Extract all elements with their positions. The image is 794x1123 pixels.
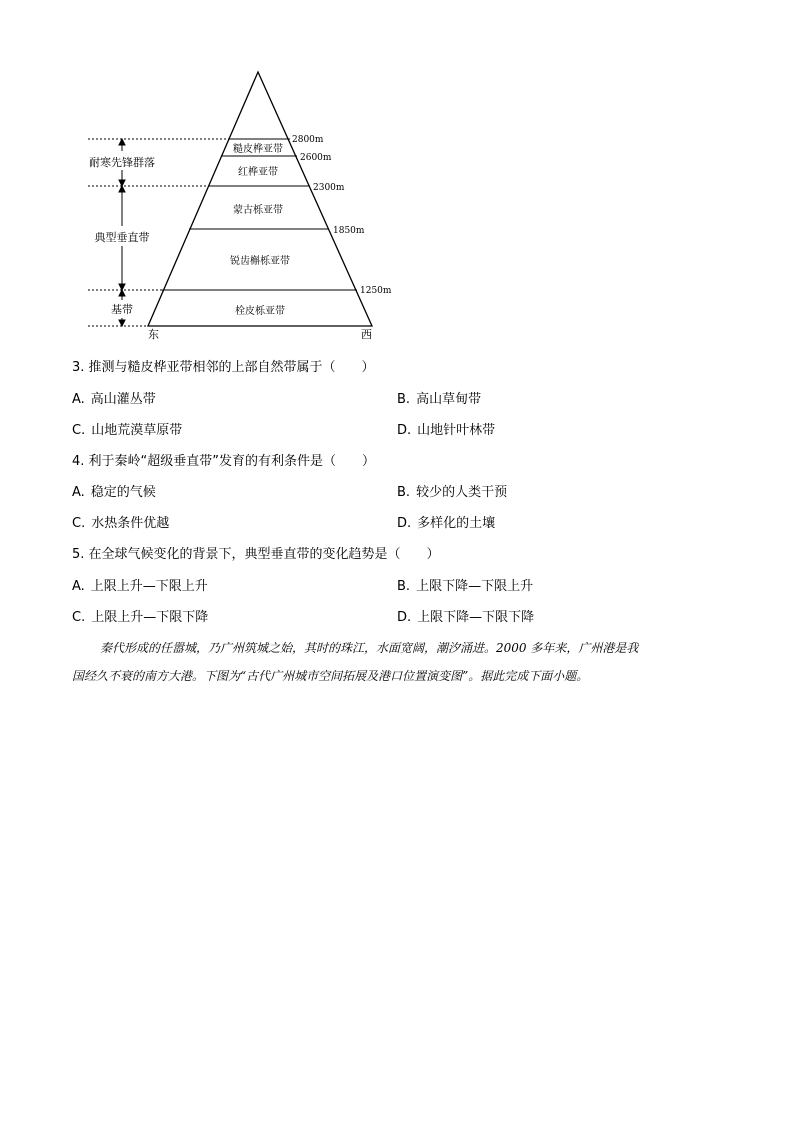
elevation-label: 2600m: [300, 153, 332, 163]
option-text: 上限下降—下限上升: [416, 579, 534, 594]
elevation-label: 1850m: [333, 226, 365, 236]
option-text: 上限下降—下限下降: [417, 610, 535, 625]
side-label-typical: 典型垂直带: [94, 231, 150, 244]
option-3b[interactable]: [397, 392, 481, 408]
option-text: 山地针叶林带: [417, 423, 496, 438]
option-5c[interactable]: [72, 610, 208, 626]
question-3: [72, 360, 375, 376]
option-text: 较少的人类干预: [416, 485, 508, 500]
question-5: [72, 547, 440, 563]
option-text: 高山灌丛带: [90, 392, 156, 407]
option-5b[interactable]: [397, 579, 533, 595]
question-text: 在全球气候变化的背景下，典型垂直带的变化趋势是（ ）: [88, 547, 440, 562]
option-3a[interactable]: [72, 392, 156, 408]
option-letter: D.: [397, 516, 412, 531]
question-text: 利于秦岭“超级垂直带”发育的有利条件是（ ）: [88, 454, 376, 469]
question-text: 推测与糙皮桦亚带相邻的上部自然带属于（ ）: [88, 360, 375, 375]
option-letter: A.: [72, 579, 85, 594]
option-letter: B.: [397, 485, 411, 500]
vertical-zonation-diagram: [0, 0, 794, 345]
option-letter: C.: [72, 610, 86, 625]
option-3d[interactable]: [397, 423, 495, 439]
option-5d[interactable]: [397, 610, 534, 626]
question-4: [72, 454, 375, 470]
option-letter: B.: [397, 579, 411, 594]
zone-label: 栓皮栎亚带: [235, 306, 285, 317]
option-letter: A.: [72, 485, 85, 500]
option-4c[interactable]: [72, 516, 169, 532]
passage-line-1: 秦代形成的任嚣城，乃广州筑城之始，其时的珠江，水面宽阔，潮汐涌进。2000 多年来，广州港是我: [100, 641, 639, 655]
option-letter: D.: [397, 423, 412, 438]
option-text: 上限上升—下限下降: [91, 610, 209, 625]
passage-line-2: 国经久不衰的南方大港。下图为“古代广州城市空间拓展及港口位置演变图”。据此完成下面小题。: [72, 669, 589, 683]
question-number: 3.: [72, 360, 85, 375]
zone-label: 锐齿槲栎亚带: [230, 256, 290, 267]
mountain-triangle: [148, 72, 372, 326]
zone-label: 红桦亚带: [238, 167, 278, 178]
option-letter: A.: [72, 392, 85, 407]
passage: [72, 640, 722, 683]
side-label-base: 基带: [111, 303, 133, 316]
direction-west: 西: [361, 328, 372, 341]
option-5a[interactable]: [72, 579, 208, 595]
elevation-label: 2800m: [292, 135, 324, 145]
option-text: 上限上升—下限上升: [90, 579, 208, 594]
option-4a[interactable]: [72, 485, 156, 501]
option-3c[interactable]: [72, 423, 182, 439]
option-4d[interactable]: [397, 516, 495, 532]
option-text: 多样化的土壤: [417, 516, 496, 531]
option-text: 山地荒漠草原带: [91, 423, 183, 438]
option-letter: C.: [72, 516, 86, 531]
question-number: 5.: [72, 547, 85, 562]
option-letter: D.: [397, 610, 412, 625]
option-text: 水热条件优越: [91, 516, 170, 531]
option-4b[interactable]: [397, 485, 507, 501]
question-number: 4.: [72, 454, 85, 469]
direction-east: 东: [148, 328, 159, 341]
side-label-pioneer: 耐寒先锋群落: [89, 156, 155, 169]
elevation-label: 2300m: [313, 183, 345, 193]
option-text: 稳定的气候: [90, 485, 156, 500]
zone-label: 蒙古栎亚带: [233, 205, 283, 216]
option-letter: B.: [397, 392, 411, 407]
elevation-label: 1250m: [360, 286, 392, 296]
zone-label: 糙皮桦亚带: [233, 144, 283, 155]
option-text: 高山草甸带: [416, 392, 482, 407]
option-letter: C.: [72, 423, 86, 438]
